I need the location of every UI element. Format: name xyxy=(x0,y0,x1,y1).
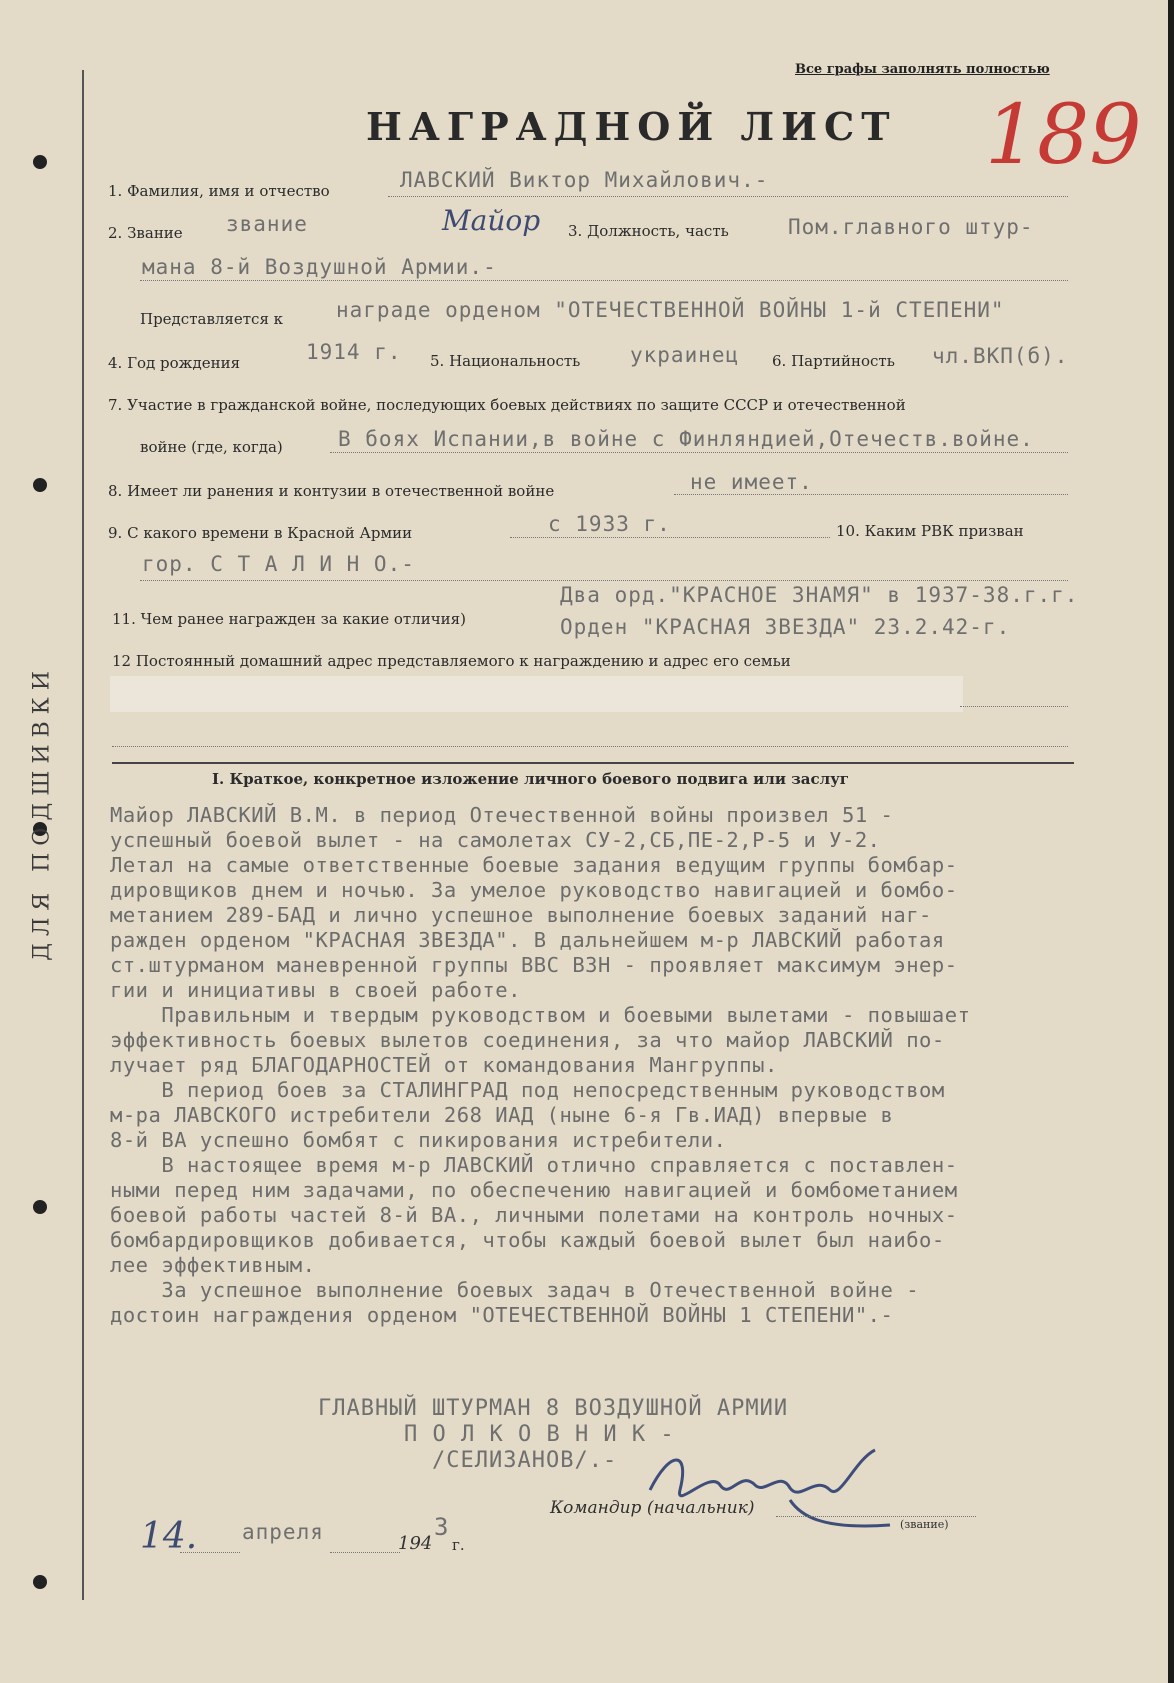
binding-sidebar xyxy=(12,560,55,1060)
merit-description xyxy=(110,803,1170,1328)
field-1-label: 1. Фамилия, имя и отчество xyxy=(108,182,330,200)
field-3-label: 3. Должность, часть xyxy=(568,222,729,240)
merit-line: м-ра ЛАВСКОГО истребители 268 ИАД (ныне 6-я Гв.ИАД) впервые в xyxy=(110,1103,894,1127)
field-11-label: 11. Чем ранее награжден за какие отличия) xyxy=(112,610,466,628)
presented-value: награде орденом "ОТЕЧЕСТВЕННОЙ ВОЙНЫ 1-й СТЕПЕНИ" xyxy=(336,298,1005,322)
merit-line: За успешное выполнение боевых задач в Отечественной войне - xyxy=(110,1278,920,1302)
field-5-value: украинец xyxy=(630,343,740,367)
signer-position: ГЛАВНЫЙ ШТУРМАН 8 ВОЗДУШНОЙ АРМИИ xyxy=(318,1396,789,1421)
red-handwritten-number xyxy=(985,78,1142,183)
field-4-value: 1914 г. xyxy=(306,340,402,364)
binding-hole xyxy=(33,478,47,492)
field-7-label-line-1: 7. Участие в гражданской войне, последующих боевых действиях по защите СССР и отечественной xyxy=(108,396,906,414)
field-8-label: 8. Имеет ли ранения и контузии в отечественной войне xyxy=(108,482,555,500)
signer-name: /СЕЛИЗАНОВ/.- xyxy=(432,1448,618,1473)
field-10-line xyxy=(140,580,1068,581)
merit-line: ст.штурманом маневренной группы ВВС ВЗН - проявляет максимум энер- xyxy=(110,953,958,977)
merit-line: Майор ЛАВСКИЙ В.М. в период Отечественной войны произвел 51 - xyxy=(110,803,894,827)
date-year-prefix: 194 xyxy=(398,1533,433,1554)
date-day: 14. xyxy=(140,1516,198,1557)
sidebar-label: ДЛЯ ПОДШИВКИ xyxy=(29,664,55,961)
field-9-line xyxy=(510,537,830,538)
binding-hole xyxy=(33,1575,47,1589)
merit-line: В период боев за СТАЛИНГРАД под непосредственным руководством xyxy=(110,1078,945,1102)
commander-label: Командир (начальник) xyxy=(550,1498,755,1518)
field-10-value: гор. С Т А Л И Н О.- xyxy=(142,552,415,576)
merit-line: Правильным и твердым руководством и боевыми вылетами - повышает xyxy=(110,1003,971,1027)
merit-line: 8-й ВА успешно бомбят с пикирования истребители. xyxy=(110,1128,727,1152)
field-7-line xyxy=(330,452,1068,453)
merit-line: дировщиков днем и ночью. За умелое руководство навигацией и бомбо- xyxy=(110,878,958,902)
merit-line: метанием 289-БАД и лично успешное выполнение боевых заданий наг- xyxy=(110,903,932,927)
merit-line: Летал на самые ответственные боевые задания ведущим группы бомбар- xyxy=(110,853,958,877)
field-9-value: с 1933 г. xyxy=(548,512,671,536)
section-heading: I. Краткое, конкретное изложение личного боевого подвига или заслуг xyxy=(212,770,849,788)
field-6-value: чл.ВКП(б). xyxy=(932,344,1069,368)
red-number-text: 189 xyxy=(985,88,1142,183)
field-4-label: 4. Год рождения xyxy=(108,354,241,372)
date-month: апреля xyxy=(242,1520,324,1544)
field-12-label: 12 Постоянный домашний адрес представляемого к награждению и адрес его семьи xyxy=(112,652,791,670)
merit-line: В настоящее время м-р ЛАВСКИЙ отлично справляется с поставлен- xyxy=(110,1153,958,1177)
field-7-value: В боях Испании,в войне с Финляндией,Отечеств.войне. xyxy=(338,427,1034,451)
field-5-label: 5. Национальность xyxy=(430,352,581,370)
field-9-label: 9. С какого времени в Красной Армии xyxy=(108,524,413,542)
commander-line xyxy=(776,1516,976,1517)
fill-all-fields-note: Все графы заполнять полностью xyxy=(795,62,1050,77)
field-3-value-line-2: мана 8-й Воздушной Армии.- xyxy=(142,255,497,279)
date-day-line xyxy=(180,1552,240,1553)
field-12-line-2 xyxy=(112,746,1068,747)
merit-line: лучает ряд БЛАГОДАРНОСТЕЙ от командования Мангруппы. xyxy=(110,1053,778,1077)
date-month-line xyxy=(330,1552,400,1553)
field-8-value: не имеет. xyxy=(690,470,813,494)
field-3-line xyxy=(140,280,1068,281)
binding-margin-line xyxy=(82,70,84,1600)
merit-line: успешный боевой вылет - на самолетах СУ-2,СБ,ПЕ-2,Р-5 и У-2. xyxy=(110,828,881,852)
redacted-address-area xyxy=(110,676,963,712)
field-10-label: 10. Каким РВК призван xyxy=(836,522,1024,540)
binding-hole xyxy=(33,155,47,169)
field-1-line xyxy=(388,196,1068,197)
field-2-typed: звание xyxy=(226,212,308,236)
date-year-suffix: г. xyxy=(452,1536,465,1554)
section-divider xyxy=(112,762,1074,764)
page-title: НАГРАДНОЙ ЛИСТ xyxy=(366,104,897,149)
merit-line: лее эффективным. xyxy=(110,1253,316,1277)
handwritten-signature xyxy=(640,1430,900,1540)
merit-line: боевой работы частей 8-й ВА., личными полетами на контроль ночных- xyxy=(110,1203,958,1227)
field-7-label-line-2: войне (где, когда) xyxy=(140,438,283,456)
merit-line: гии и инициативы в своей работе. xyxy=(110,978,521,1002)
merit-line: эффективность боевых вылетов соединения, за что майор ЛАВСКИЙ по- xyxy=(110,1028,945,1052)
field-11-value-line-2: Орден "КРАСНАЯ ЗВЕЗДА" 23.2.42-г. xyxy=(560,615,1011,639)
rank-label: (звание) xyxy=(900,1518,949,1531)
field-12-line xyxy=(960,706,1068,707)
merit-line: ными перед ним задачами, по обеспечению навигацией и бомбометанием xyxy=(110,1178,958,1202)
field-8-line xyxy=(674,494,1068,495)
field-2-label: 2. Звание xyxy=(108,224,183,242)
field-3-value-line-1: Пом.главного штур- xyxy=(788,215,1034,239)
presented-label: Представляется к xyxy=(140,310,284,328)
merit-line: достоин награждения орденом "ОТЕЧЕСТВЕННОЙ ВОЙНЫ 1 СТЕПЕНИ".- xyxy=(110,1303,894,1327)
field-6-label: 6. Партийность xyxy=(772,352,895,370)
date-year-digit: 3 xyxy=(434,1513,450,1541)
merit-line: ражден орденом "КРАСНАЯ ЗВЕЗДА". В дальнейшем м-р ЛАВСКИЙ работая xyxy=(110,928,945,952)
binding-hole xyxy=(33,1200,47,1214)
field-2-handwritten-rank: Майор xyxy=(442,204,541,237)
merit-line: бомбардировщиков добивается, чтобы каждый боевой вылет был наибо- xyxy=(110,1228,945,1252)
field-1-value: ЛАВСКИЙ Виктор Михайлович.- xyxy=(400,168,769,192)
field-11-value-line-1: Два орд."КРАСНОЕ ЗНАМЯ" в 1937-38.г.г. xyxy=(560,583,1079,607)
signer-rank: П О Л К О В Н И К - xyxy=(404,1422,675,1447)
